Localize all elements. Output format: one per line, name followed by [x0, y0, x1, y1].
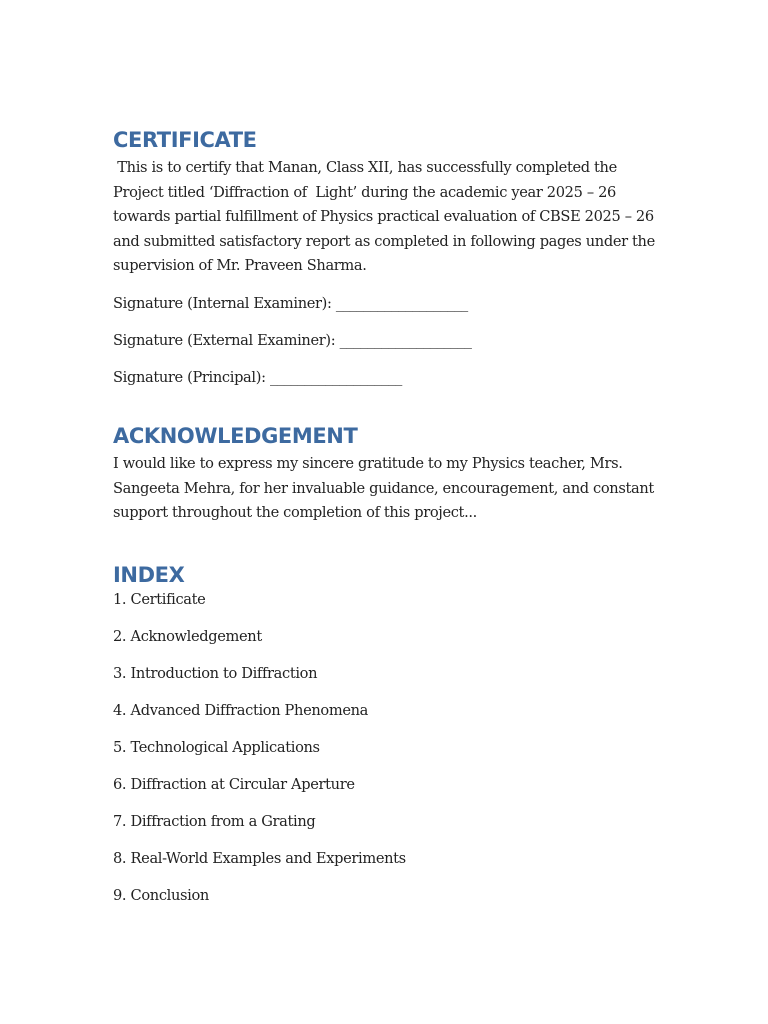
signature-external-examiner	[113, 329, 658, 353]
index-item: 1. Certificate	[113, 590, 206, 608]
index-heading: INDEX	[113, 562, 185, 587]
signature-label: Signature (Internal Examiner):	[113, 294, 336, 312]
signature-label: Signature (Principal):	[113, 368, 270, 386]
signature-line: ___________________	[339, 331, 472, 349]
index-item: 3. Introduction to Diffraction	[113, 664, 318, 682]
index-item: 6. Diffraction at Circular Aperture	[113, 775, 355, 793]
index-list	[113, 588, 658, 908]
signature-principal	[113, 366, 658, 390]
acknowledgement-heading: ACKNOWLEDGEMENT	[113, 423, 358, 448]
index-item: 2. Acknowledgement	[113, 627, 262, 645]
index-item: 7. Diffraction from a Grating	[113, 812, 316, 830]
certificate-body: This is to certify that Manan, Class XII, has successfully completed the Project titled ‘Diffraction of Light’ during the academic year 2025 – 26 towards partial fulfillment of Physics practical evaluation of CBSE 2025 – 26 and submitted satisfactory report as completed in following pages under the supervision of Mr. Praveen Sharma.	[113, 159, 660, 275]
document-page	[113, 124, 658, 908]
index-item: 5. Technological Applications	[113, 738, 320, 756]
index-item: 8. Real-World Examples and Experiments	[113, 849, 406, 867]
signature-internal-examiner	[113, 292, 658, 316]
acknowledgement-section	[113, 420, 658, 526]
certificate-heading: CERTIFICATE	[113, 128, 257, 152]
acknowledgement-body: I would like to express my sincere gratitude to my Physics teacher, Mrs. Sangeeta Mehra, for her invaluable guidance, encouragement, and constant support throughout the completion of this project...	[113, 454, 654, 522]
index-section	[113, 559, 658, 908]
certificate-section	[113, 124, 658, 390]
signature-line: ___________________	[335, 294, 468, 312]
signature-line: ___________________	[269, 368, 402, 386]
index-item: 4. Advanced Diffraction Phenomena	[113, 701, 369, 719]
index-item: 9. Conclusion	[113, 886, 209, 904]
signature-label: Signature (External Examiner):	[113, 331, 340, 349]
